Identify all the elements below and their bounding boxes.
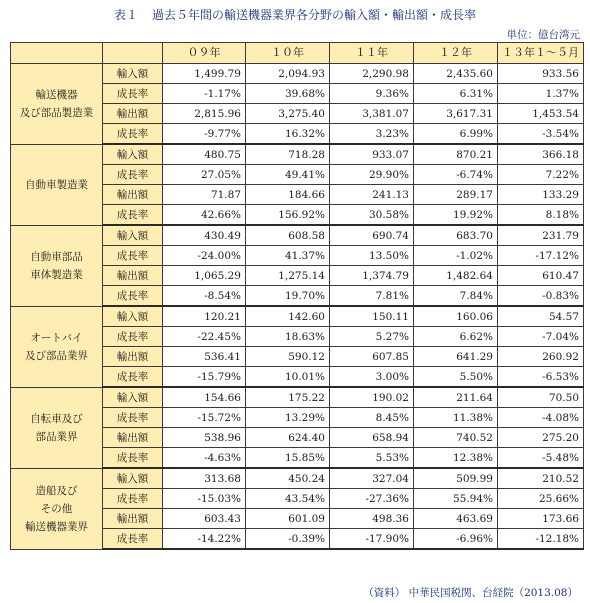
value-cell: 607.85 — [330, 347, 414, 367]
column-header: １３年１～５月 — [498, 43, 584, 64]
value-cell: 133.29 — [498, 185, 584, 205]
value-cell: 498.36 — [330, 509, 414, 529]
metric-label: 輸出額 — [103, 347, 163, 367]
metric-label: 成長率 — [103, 367, 163, 388]
value-cell: 150.11 — [330, 306, 414, 327]
category-name-line: 輸送機器業界 — [25, 520, 88, 533]
value-cell: 7.22% — [498, 165, 584, 185]
column-header: １２年 — [414, 43, 498, 64]
value-cell: -6.74% — [414, 165, 498, 185]
value-cell: 641.29 — [414, 347, 498, 367]
metric-label: 輸出額 — [103, 266, 163, 286]
value-cell: 430.49 — [163, 225, 246, 246]
metric-label: 成長率 — [103, 205, 163, 226]
table-row — [11, 225, 584, 246]
value-cell: 8.45% — [330, 408, 414, 428]
value-cell: -5.48% — [498, 448, 584, 469]
value-cell: 1,065.29 — [163, 266, 246, 286]
column-header: ０９年 — [163, 43, 246, 64]
category-cell — [11, 225, 103, 306]
category-name-line: 自動車製造業 — [25, 178, 88, 191]
value-cell: 43.54% — [246, 489, 330, 509]
value-cell: 18.63% — [246, 327, 330, 347]
value-cell: 509.99 — [414, 468, 498, 489]
value-cell: 463.69 — [414, 509, 498, 529]
value-cell: -1.02% — [414, 246, 498, 266]
value-cell: 154.66 — [163, 387, 246, 408]
value-cell: -3.54% — [498, 124, 584, 145]
value-cell: 1,374.79 — [330, 266, 414, 286]
value-cell: 608.58 — [246, 225, 330, 246]
value-cell: 3,617.31 — [414, 104, 498, 124]
source-note: （資料） 中華民国税関、台経院（2013.08） — [363, 587, 578, 599]
metric-label: 成長率 — [103, 286, 163, 307]
metric-label: 成長率 — [103, 529, 163, 550]
value-cell: 289.17 — [414, 185, 498, 205]
metric-label: 輸出額 — [103, 104, 163, 124]
header-row — [11, 43, 584, 64]
value-cell: 3,381.07 — [330, 104, 414, 124]
value-cell: 120.21 — [163, 306, 246, 327]
value-cell: 27.05% — [163, 165, 246, 185]
value-cell: 603.43 — [163, 509, 246, 529]
value-cell: 190.02 — [330, 387, 414, 408]
value-cell: 2,435.60 — [414, 64, 498, 84]
data-table — [10, 42, 584, 550]
value-cell: -6.96% — [414, 529, 498, 550]
value-cell: 933.07 — [330, 144, 414, 165]
metric-label: 成長率 — [103, 246, 163, 266]
value-cell: 29.90% — [330, 165, 414, 185]
value-cell: 590.12 — [246, 347, 330, 367]
value-cell: 160.06 — [414, 306, 498, 327]
value-cell: 1,453.54 — [498, 104, 584, 124]
metric-label: 輸入額 — [103, 306, 163, 327]
value-cell: 3.00% — [330, 367, 414, 388]
table-title — [0, 6, 590, 23]
value-cell: 3.23% — [330, 124, 414, 145]
value-cell: 55.94% — [414, 489, 498, 509]
category-cell — [11, 144, 103, 225]
value-cell: 2,815.96 — [163, 104, 246, 124]
value-cell: 25.66% — [498, 489, 584, 509]
category-cell — [11, 468, 103, 549]
value-cell: 41.37% — [246, 246, 330, 266]
value-cell: -22.45% — [163, 327, 246, 347]
value-cell: 39.68% — [246, 84, 330, 104]
value-cell: 231.79 — [498, 225, 584, 246]
value-cell: 1,482.64 — [414, 266, 498, 286]
value-cell: -15.03% — [163, 489, 246, 509]
metric-label: 輸出額 — [103, 509, 163, 529]
metric-label: 輸入額 — [103, 144, 163, 165]
value-cell: 601.09 — [246, 509, 330, 529]
value-cell: -15.72% — [163, 408, 246, 428]
value-cell: 1.37% — [498, 84, 584, 104]
value-cell: -7.04% — [498, 327, 584, 347]
table-row — [11, 144, 584, 165]
value-cell: 7.81% — [330, 286, 414, 307]
category-cell — [11, 306, 103, 387]
value-cell: -27.36% — [330, 489, 414, 509]
value-cell: 19.70% — [246, 286, 330, 307]
value-cell: 1,275.14 — [246, 266, 330, 286]
value-cell: 260.92 — [498, 347, 584, 367]
value-cell: 12.38% — [414, 448, 498, 469]
value-cell: 610.47 — [498, 266, 584, 286]
value-cell: 683.70 — [414, 225, 498, 246]
category-name-line: 造船及び — [35, 484, 78, 497]
value-cell: -17.90% — [330, 529, 414, 550]
value-cell: 5.53% — [330, 448, 414, 469]
value-cell: -4.08% — [498, 408, 584, 428]
value-cell: 30.58% — [330, 205, 414, 226]
metric-label: 成長率 — [103, 124, 163, 145]
value-cell: -9.77% — [163, 124, 246, 145]
value-cell: -12.18% — [498, 529, 584, 550]
category-name-line: 自動車部品 — [30, 250, 83, 263]
value-cell: 5.50% — [414, 367, 498, 388]
column-header: １０年 — [246, 43, 330, 64]
metric-label: 輸入額 — [103, 387, 163, 408]
column-header: １１年 — [330, 43, 414, 64]
value-cell: 156.92% — [246, 205, 330, 226]
header-corner — [11, 43, 103, 64]
value-cell: 5.27% — [330, 327, 414, 347]
value-cell: -15.79% — [163, 367, 246, 388]
value-cell: 49.41% — [246, 165, 330, 185]
table-row — [11, 306, 584, 327]
category-cell — [11, 64, 103, 145]
value-cell: 15.85% — [246, 448, 330, 469]
metric-label: 輸出額 — [103, 185, 163, 205]
value-cell: 313.68 — [163, 468, 246, 489]
value-cell: 450.24 — [246, 468, 330, 489]
value-cell: 624.40 — [246, 428, 330, 448]
value-cell: 933.56 — [498, 64, 584, 84]
table-title-text: 過去５年間の輸送機器業界各分野の輸入額・輸出額・成長率 — [152, 8, 477, 22]
value-cell: 538.96 — [163, 428, 246, 448]
category-name-line: 部品業界 — [35, 430, 78, 443]
unit-note: 単位：億台湾元 — [506, 29, 580, 41]
category-name-line: 車体製造業 — [30, 268, 83, 281]
value-cell: 211.64 — [414, 387, 498, 408]
value-cell: -0.39% — [246, 529, 330, 550]
value-cell: 42.66% — [163, 205, 246, 226]
value-cell: 480.75 — [163, 144, 246, 165]
value-cell: 6.62% — [414, 327, 498, 347]
category-name-line: その他 — [40, 502, 73, 515]
category-name-line: 及び部品業界 — [25, 349, 88, 362]
value-cell: 536.41 — [163, 347, 246, 367]
value-cell: -1.17% — [163, 84, 246, 104]
table-row — [11, 468, 584, 489]
value-cell: 241.13 — [330, 185, 414, 205]
table-row — [11, 64, 584, 84]
category-name-line: 自転車及び — [30, 412, 83, 425]
value-cell: -24.00% — [163, 246, 246, 266]
value-cell: 366.18 — [498, 144, 584, 165]
value-cell: -6.53% — [498, 367, 584, 388]
value-cell: 16.32% — [246, 124, 330, 145]
value-cell: -14.22% — [163, 529, 246, 550]
value-cell: 327.04 — [330, 468, 414, 489]
metric-label: 輸入額 — [103, 468, 163, 489]
metric-label: 成長率 — [103, 408, 163, 428]
value-cell: 11.38% — [414, 408, 498, 428]
value-cell: 1,499.79 — [163, 64, 246, 84]
header-metric — [103, 43, 163, 64]
value-cell: 275.20 — [498, 428, 584, 448]
value-cell: -0.83% — [498, 286, 584, 307]
value-cell: 2,290.98 — [330, 64, 414, 84]
value-cell: 870.21 — [414, 144, 498, 165]
value-cell: 19.92% — [414, 205, 498, 226]
category-name-line: オートバイ — [30, 331, 83, 344]
value-cell: 9.36% — [330, 84, 414, 104]
metric-label: 成長率 — [103, 165, 163, 185]
value-cell: 142.60 — [246, 306, 330, 327]
table-row — [11, 387, 584, 408]
value-cell: 71.87 — [163, 185, 246, 205]
table-number: 表１ — [113, 8, 138, 22]
category-name-line: 輸送機器 — [35, 88, 78, 101]
value-cell: 658.94 — [330, 428, 414, 448]
value-cell: -17.12% — [498, 246, 584, 266]
category-name-line: 及び部品製造業 — [19, 106, 94, 119]
value-cell: 10.01% — [246, 367, 330, 388]
value-cell: 3,275.40 — [246, 104, 330, 124]
category-cell — [11, 387, 103, 468]
value-cell: 2,094.93 — [246, 64, 330, 84]
value-cell: -8.54% — [163, 286, 246, 307]
metric-label: 成長率 — [103, 84, 163, 104]
value-cell: 175.22 — [246, 387, 330, 408]
value-cell: -4.63% — [163, 448, 246, 469]
value-cell: 6.31% — [414, 84, 498, 104]
metric-label: 輸入額 — [103, 64, 163, 84]
value-cell: 718.28 — [246, 144, 330, 165]
value-cell: 173.66 — [498, 509, 584, 529]
value-cell: 8.18% — [498, 205, 584, 226]
value-cell: 6.99% — [414, 124, 498, 145]
value-cell: 184.66 — [246, 185, 330, 205]
value-cell: 210.52 — [498, 468, 584, 489]
value-cell: 7.84% — [414, 286, 498, 307]
metric-label: 成長率 — [103, 327, 163, 347]
metric-label: 成長率 — [103, 448, 163, 469]
value-cell: 13.50% — [330, 246, 414, 266]
metric-label: 輸入額 — [103, 225, 163, 246]
metric-label: 成長率 — [103, 489, 163, 509]
value-cell: 54.57 — [498, 306, 584, 327]
value-cell: 13.29% — [246, 408, 330, 428]
value-cell: 740.52 — [414, 428, 498, 448]
value-cell: 70.50 — [498, 387, 584, 408]
metric-label: 輸出額 — [103, 428, 163, 448]
value-cell: 690.74 — [330, 225, 414, 246]
